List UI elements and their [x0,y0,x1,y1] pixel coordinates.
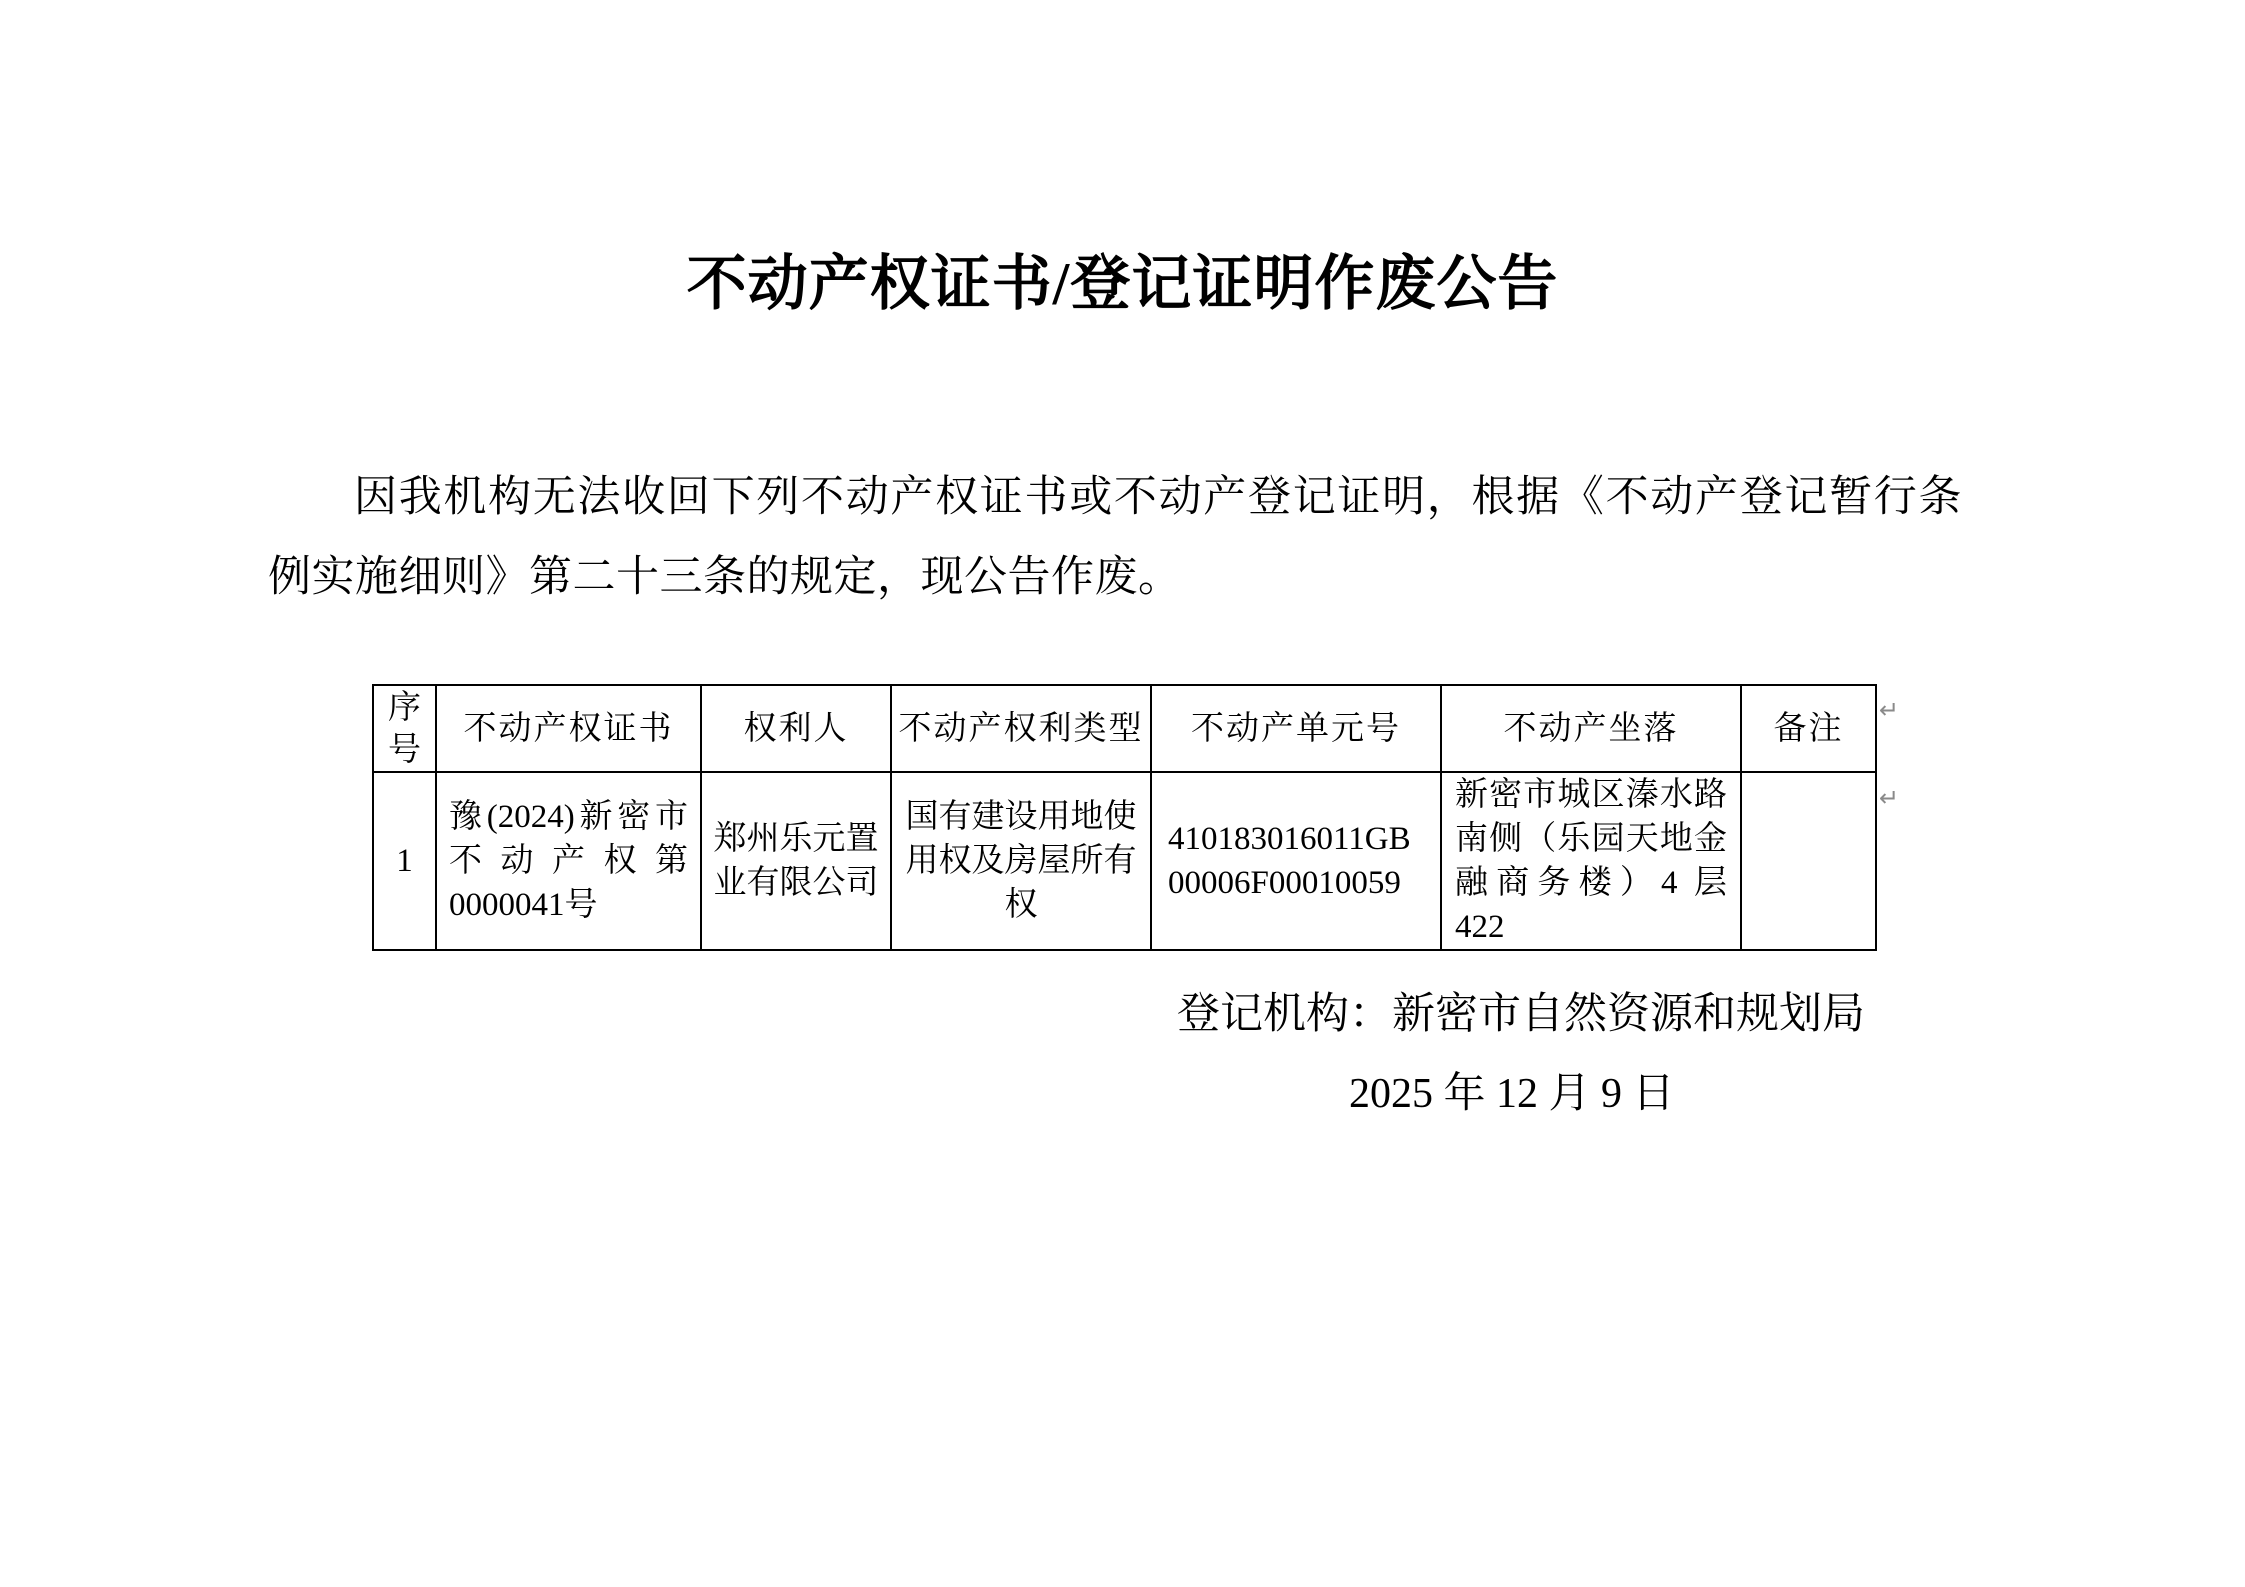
cell-seq: 1 [373,772,436,950]
issuer-name: 新密市自然资源和规划局 [1392,991,1865,1038]
col-header-remark: 备注 [1741,685,1876,772]
cell-right-type: 国有建设用地使用权及房屋所有权 [891,772,1151,950]
cell-unit-no: 410183016011GB00006F00010059 [1151,772,1441,950]
issuer-label: 登记机构： [1177,991,1392,1038]
cell-remark [1741,772,1876,950]
date-line: 2025 年 12 月 9 日 [1349,1071,1675,1117]
cell-location: 新密市城区溱水路南侧（乐园天地金融商务楼）4 层 422 [1441,772,1741,950]
notice-paragraph: 因我机构无法收回下列不动产权证书或不动产登记证明，根据《不动产登记暂行条例实施细则》第二十三条的规定，现公告作废。 [268,474,1962,601]
col-header-seq: 序号 [373,685,436,772]
table-row [373,772,1876,950]
issuer-line [1177,990,1865,1040]
cell-holder: 郑州乐元置业有限公司 [701,772,891,950]
col-header-location: 不动产坐落 [1441,685,1741,772]
page-title: 不动产权证书/登记证明作废公告 [686,251,1559,317]
col-header-unit-no: 不动产单元号 [1151,685,1441,772]
paragraph-mark-icon: ↵ [1879,784,1900,812]
col-header-holder: 权利人 [701,685,891,772]
col-header-right-type: 不动产权利类型 [891,685,1151,772]
cell-certificate-no: 豫(2024)新密市不动产权第0000041号 [436,772,701,950]
paragraph-mark-icon: ↵ [1879,696,1900,724]
table-header-row [373,685,1876,772]
col-header-certificate: 不动产权证书 [436,685,701,772]
certificate-table [372,684,1877,951]
